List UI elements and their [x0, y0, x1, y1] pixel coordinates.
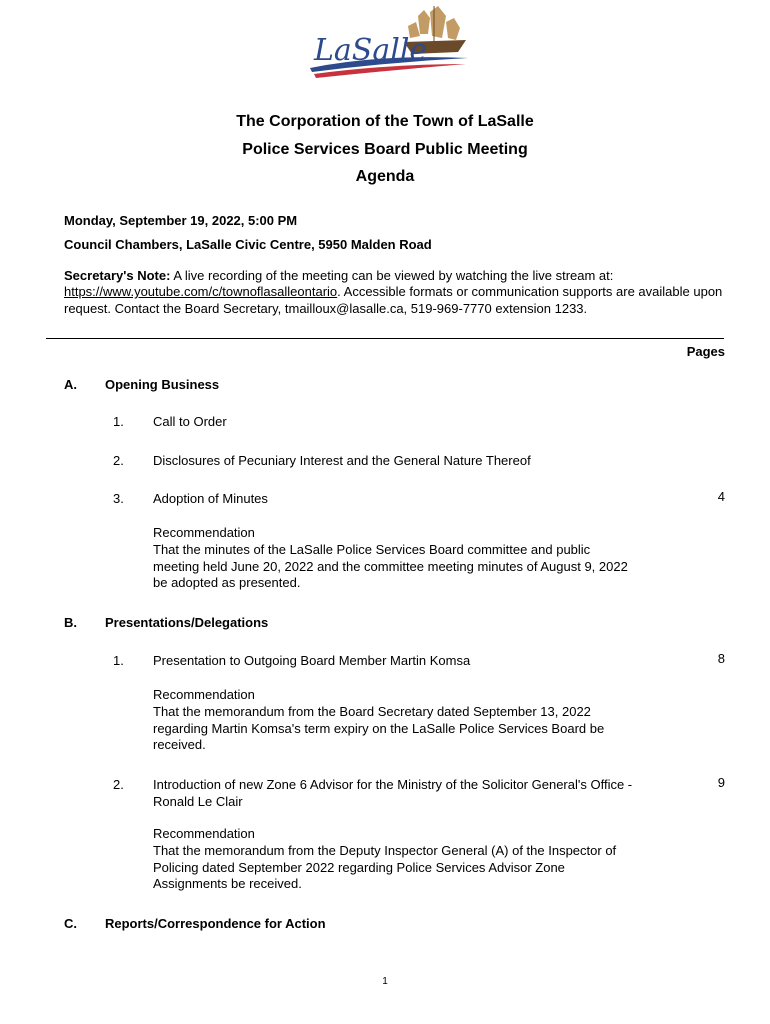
section-title: Presentations/Delegations: [105, 615, 269, 630]
item-number: 1.: [113, 653, 124, 668]
recommendation-text: That the memorandum from the Deputy Inspector General (A) of the Inspector of Policing dated September 2022 regarding Police Services Advisor Zone Assignments be received.: [153, 843, 617, 891]
document-title-line3: Agenda: [355, 168, 415, 185]
recommendation-text: That the memorandum from the Board Secretary dated September 13, 2022 regarding Martin Komsa's term expiry on the LaSalle Police Services Board be received.: [153, 704, 605, 752]
section-letter: B.: [64, 615, 77, 630]
item-page-number: 8: [717, 651, 725, 666]
item-number: 1.: [113, 414, 124, 429]
meeting-location: Council Chambers, LaSalle Civic Centre, 5950 Malden Road: [64, 237, 432, 252]
lasalle-logo: [300, 4, 472, 82]
item-page-number: 4: [717, 489, 725, 504]
item-title: Presentation to Outgoing Board Member Martin Komsa: [153, 653, 471, 668]
item-title: Introduction of new Zone 6 Advisor for the Ministry of the Solicitor General's Office - Ronald Le Clair: [153, 777, 633, 809]
page-number: 1: [382, 976, 388, 987]
item-number: 3.: [113, 491, 124, 506]
secretary-note-label: Secretary's Note:: [64, 268, 171, 283]
secretary-note-text1: A live recording of the meeting can be viewed by watching the live stream at:: [170, 268, 614, 283]
section-letter: A.: [64, 377, 77, 392]
svg-text:LaSalle: LaSalle: [314, 33, 428, 68]
secretary-note: [64, 268, 744, 317]
item-title: Disclosures of Pecuniary Interest and the General Nature Thereof: [153, 453, 531, 468]
item-page-number: 9: [717, 775, 725, 790]
item-title: Call to Order: [153, 414, 227, 429]
divider: [46, 338, 724, 339]
pages-column-header: Pages: [686, 344, 725, 359]
section-title: Reports/Correspondence for Action: [105, 916, 326, 931]
item-title: Adoption of Minutes: [153, 491, 268, 506]
meeting-datetime: Monday, September 19, 2022, 5:00 PM: [64, 213, 298, 228]
item-number: 2.: [113, 453, 124, 468]
ship-logo-icon: [300, 4, 472, 82]
document-title-line2: Police Services Board Public Meeting: [242, 141, 528, 158]
section-title: Opening Business: [105, 377, 220, 392]
section-letter: C.: [64, 916, 77, 931]
livestream-link[interactable]: https://www.youtube.com/c/townoflasalleontario: [64, 284, 338, 300]
recommendation-label: Recommendation: [153, 826, 255, 841]
recommendation-label: Recommendation: [153, 687, 255, 702]
recommendation-text: That the minutes of the LaSalle Police Services Board committee and public meeting held June 20, 2022 and the committee meeting minutes of August 9, 2022 be adopted as presented.: [153, 542, 628, 590]
item-number: 2.: [113, 777, 124, 792]
secretary-note-text2: . Accessible formats or communication supports are available upon request. Contact the Board Secretary, tmailloux@lasalle.ca, 519-969-7770 extension 1233.: [64, 284, 723, 316]
recommendation-label: Recommendation: [153, 525, 255, 540]
document-title-line1: The Corporation of the Town of LaSalle: [236, 113, 534, 130]
